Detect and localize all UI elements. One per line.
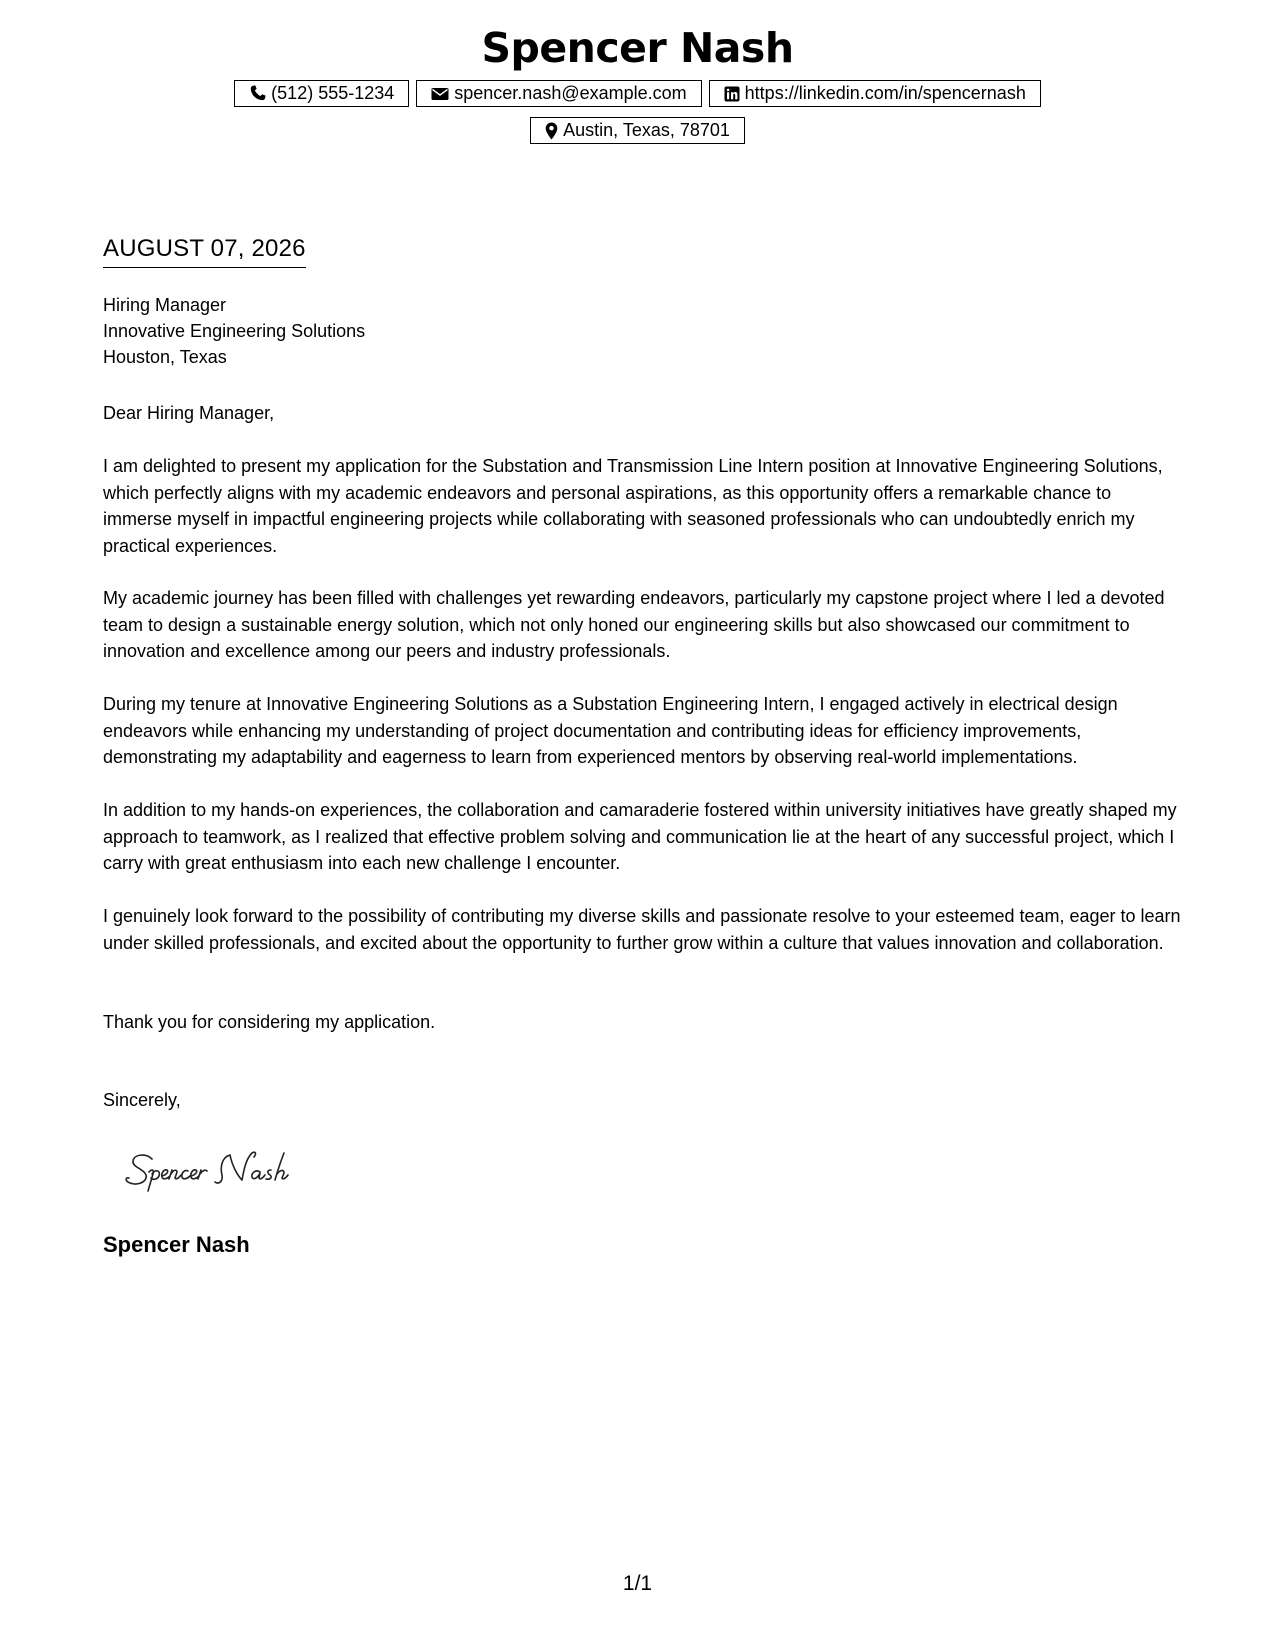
map-pin-icon	[545, 122, 558, 140]
salutation: Dear Hiring Manager,	[103, 403, 275, 423]
contact-info-row	[0, 80, 1275, 107]
recipient-title: Hiring Manager	[103, 295, 227, 315]
closing: Sincerely,	[103, 1090, 181, 1110]
handwritten-signature	[122, 1145, 352, 1197]
location-row	[0, 117, 1275, 144]
body-paragraph-4: In addition to my hands-on experiences, the collaboration and camaraderie fostered within university initiatives have greatly shaped my approach to teamwork, as I realized that effective problem solving and communication lie at the heart of any successful project, which I carry with great enthusiasm into each new challenge I encounter.	[103, 800, 1177, 873]
thank-you-line: Thank you for considering my application.	[103, 1012, 436, 1032]
signer-name: Spencer Nash	[103, 1232, 250, 1257]
location-contact	[530, 117, 745, 144]
body-paragraph-2: My academic journey has been filled with challenges yet rewarding endeavors, particularly my capstone project where I led a devoted team to design a sustainable energy solution, which not only honed our engineering skills but also showcased our commitment to innovation and excellence among our peers and industry professionals.	[103, 588, 1165, 661]
email-address: spencer.nash@example.com	[454, 83, 687, 103]
recipient-company: Innovative Engineering Solutions	[103, 321, 366, 341]
applicant-name: Spencer Nash	[481, 24, 794, 72]
phone-icon	[249, 85, 266, 102]
linkedin-icon	[724, 86, 740, 102]
envelope-icon	[431, 87, 449, 101]
recipient-block	[103, 292, 365, 370]
body-paragraph-1: I am delighted to present my application for the Substation and Transmission Line Intern position at Innovative Engineering Solutions, which perfectly aligns with my academic endeavors and personal aspirations, as this opportunity offers a remarkable chance to immerse myself in impactful engineering projects while collaborating with seasoned professionals who can undoubtedly enrich my practical experiences.	[103, 456, 1163, 556]
linkedin-contact[interactable]	[709, 80, 1041, 107]
body-paragraph-5: I genuinely look forward to the possibility of contributing my diverse skills and passionate resolve to your esteemed team, eager to learn under skilled professionals, and excited about the opportunity to further grow within a culture that values innovation and collaboration.	[103, 906, 1181, 953]
body-paragraph-3: During my tenure at Innovative Engineering Solutions as a Substation Engineering Intern, I engaged actively in electrical design endeavors while enhancing my understanding of project documentation and contributing ideas for efficiency improvements, demonstrating my adaptability and eagerness to learn from experienced mentors by observing real-world implementations.	[103, 694, 1118, 767]
letter-date: AUGUST 07, 2026	[103, 233, 306, 268]
page-number: 1/1	[622, 1572, 653, 1595]
recipient-location: Houston, Texas	[103, 347, 227, 367]
linkedin-url: https://linkedin.com/in/spencernash	[744, 83, 1026, 103]
phone-contact[interactable]	[234, 80, 409, 107]
phone-number: (512) 555-1234	[271, 83, 395, 103]
email-contact[interactable]	[416, 80, 701, 107]
location-text: Austin, Texas, 78701	[563, 120, 730, 140]
